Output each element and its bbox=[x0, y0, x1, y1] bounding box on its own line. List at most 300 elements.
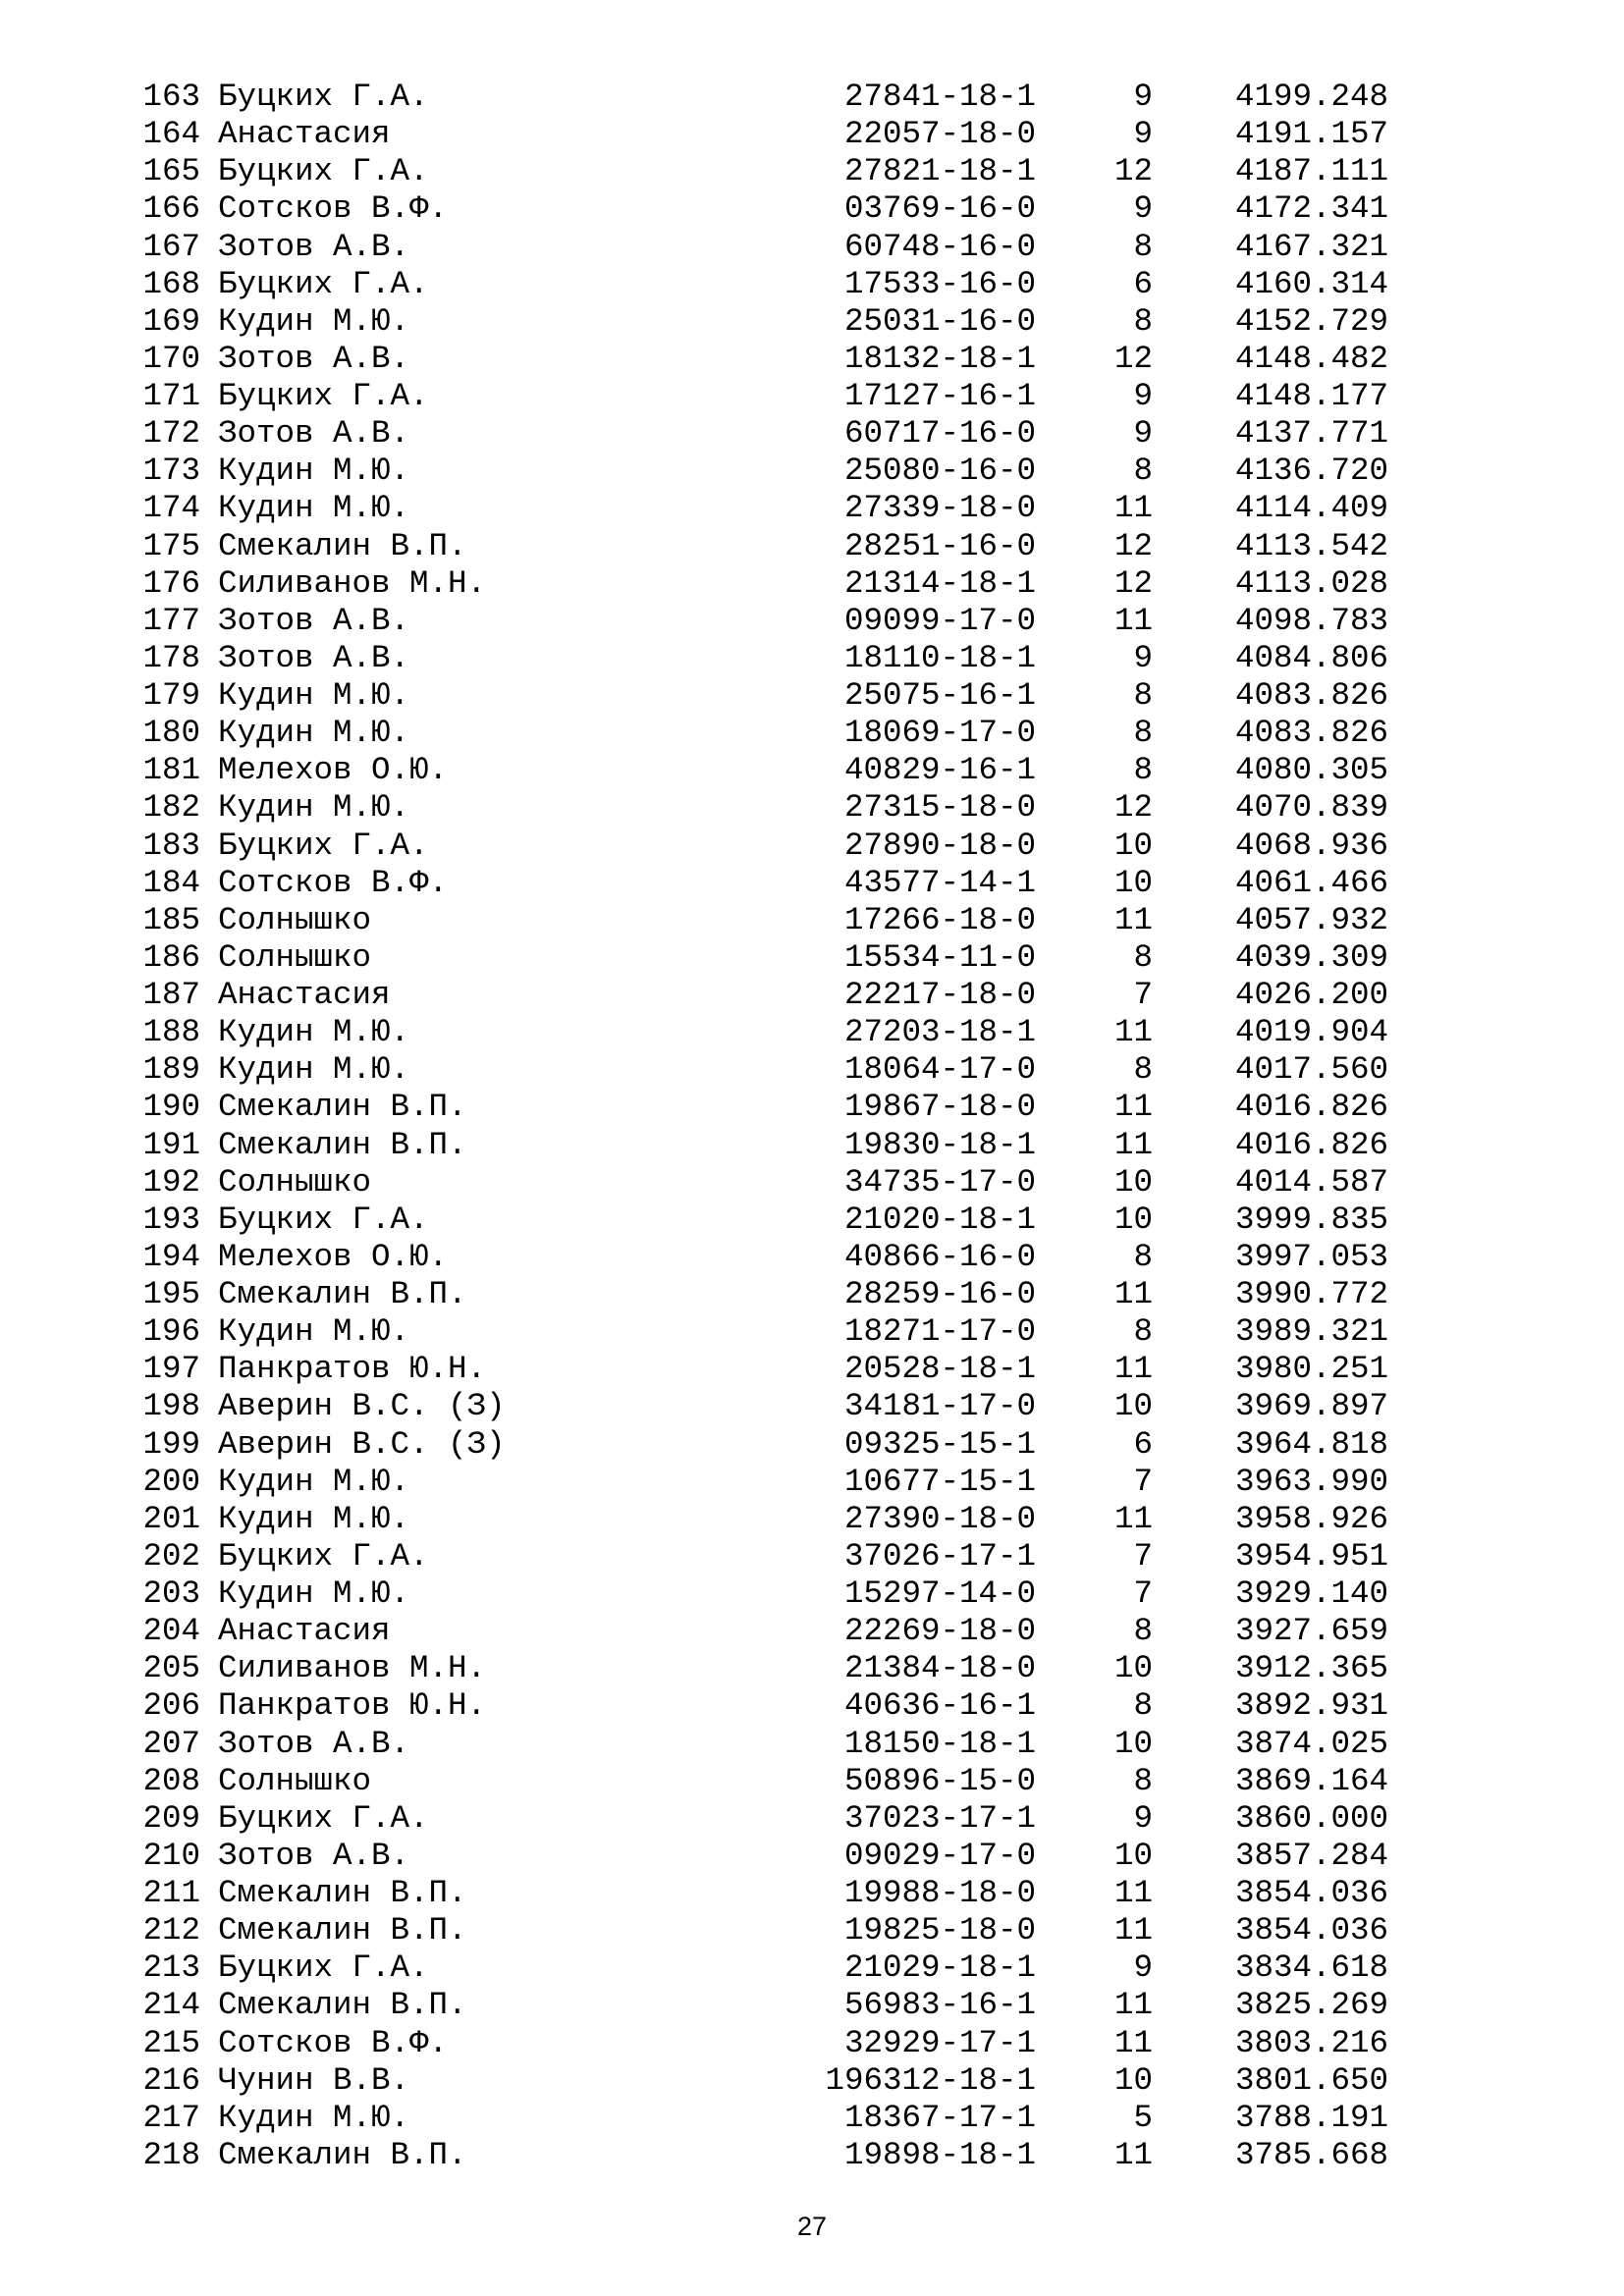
score-value: 3874.025 bbox=[1234, 1725, 1388, 1762]
record-code: 34735-17-0 bbox=[843, 1163, 1036, 1201]
participant-name: Сотсков В.Ф. bbox=[218, 864, 449, 901]
record-code: 32929-17-1 bbox=[843, 2024, 1036, 2061]
count-value: 9 bbox=[1133, 415, 1153, 453]
table-row bbox=[137, 901, 1388, 939]
score-value: 4152.729 bbox=[1234, 302, 1388, 340]
count-value: 10 bbox=[1113, 1388, 1153, 1425]
participant-name: Панкратов Ю.Н. bbox=[218, 1351, 487, 1388]
table-row bbox=[137, 1201, 1388, 1239]
score-value: 3803.216 bbox=[1234, 2024, 1388, 2061]
row-number: 217 bbox=[142, 2099, 200, 2136]
table-row bbox=[137, 490, 1388, 527]
table-row bbox=[137, 977, 1388, 1014]
participant-name: Буцких Г.А. bbox=[218, 1201, 429, 1238]
count-value: 8 bbox=[1133, 677, 1153, 714]
participant-name: Смекалин В.П. bbox=[218, 1276, 467, 1312]
record-code: 15534-11-0 bbox=[843, 938, 1036, 976]
participant-name: Смекалин В.П. bbox=[218, 1987, 467, 2024]
count-value: 12 bbox=[1113, 789, 1153, 827]
participant-name: Силиванов М.Н. bbox=[218, 564, 487, 602]
score-value: 3963.990 bbox=[1234, 1463, 1388, 1500]
table-row bbox=[137, 677, 1388, 715]
score-value: 3860.000 bbox=[1234, 1799, 1388, 1837]
score-value: 4167.321 bbox=[1234, 228, 1388, 265]
score-value: 4137.771 bbox=[1234, 415, 1388, 453]
count-value: 11 bbox=[1113, 901, 1153, 938]
record-code: 20528-18-1 bbox=[843, 1351, 1036, 1388]
record-code: 27203-18-1 bbox=[843, 1014, 1036, 1051]
row-number: 174 bbox=[142, 490, 200, 527]
count-value: 10 bbox=[1113, 864, 1153, 901]
table-row bbox=[137, 1949, 1388, 1987]
record-code: 19867-18-0 bbox=[843, 1089, 1036, 1126]
record-code: 27890-18-0 bbox=[843, 827, 1036, 864]
count-value: 7 bbox=[1133, 1537, 1153, 1575]
row-number: 170 bbox=[142, 340, 200, 377]
table-row bbox=[137, 1762, 1388, 1800]
score-value: 4080.305 bbox=[1234, 752, 1388, 789]
table-row bbox=[137, 602, 1388, 640]
score-value: 3785.668 bbox=[1234, 2136, 1388, 2173]
record-code: 18132-18-1 bbox=[843, 340, 1036, 377]
participant-name: Буцких Г.А. bbox=[218, 79, 429, 115]
score-value: 3969.897 bbox=[1234, 1388, 1388, 1425]
row-number: 166 bbox=[142, 190, 200, 228]
table-row bbox=[137, 1987, 1388, 2024]
count-value: 10 bbox=[1113, 1163, 1153, 1201]
participant-name: Кудин М.Ю. bbox=[218, 1313, 410, 1351]
count-value: 8 bbox=[1133, 1313, 1153, 1351]
score-value: 4148.482 bbox=[1234, 340, 1388, 377]
record-code: 09325-15-1 bbox=[843, 1425, 1036, 1463]
count-value: 8 bbox=[1133, 1051, 1153, 1089]
record-code: 22057-18-0 bbox=[843, 116, 1036, 153]
table-row bbox=[137, 453, 1388, 490]
score-value: 4017.560 bbox=[1234, 1051, 1388, 1089]
count-value: 8 bbox=[1133, 1687, 1153, 1725]
table-row bbox=[137, 1089, 1388, 1126]
score-value: 3834.618 bbox=[1234, 1949, 1388, 1987]
count-value: 11 bbox=[1113, 1500, 1153, 1537]
participant-name: Сотсков В.Ф. bbox=[218, 190, 449, 228]
record-code: 17127-16-1 bbox=[843, 378, 1036, 414]
table-row bbox=[137, 1351, 1388, 1388]
count-value: 9 bbox=[1133, 639, 1153, 676]
count-value: 11 bbox=[1113, 1351, 1153, 1388]
count-value: 11 bbox=[1113, 2024, 1153, 2061]
count-value: 12 bbox=[1113, 340, 1153, 377]
count-value: 8 bbox=[1133, 1238, 1153, 1275]
record-code: 18064-17-0 bbox=[843, 1051, 1036, 1089]
participant-name: Мелехов О.Ю. bbox=[218, 752, 449, 789]
count-value: 10 bbox=[1113, 1201, 1153, 1238]
count-value: 9 bbox=[1133, 190, 1153, 228]
score-value: 4026.200 bbox=[1234, 977, 1388, 1013]
table-row bbox=[137, 864, 1388, 902]
record-code: 19825-18-0 bbox=[843, 1912, 1036, 1949]
row-number: 177 bbox=[142, 602, 200, 639]
score-value: 4113.542 bbox=[1234, 527, 1388, 564]
row-number: 164 bbox=[142, 116, 200, 153]
participant-name: Буцких Г.А. bbox=[218, 1949, 429, 1987]
count-value: 8 bbox=[1133, 752, 1153, 789]
count-value: 8 bbox=[1133, 1762, 1153, 1799]
table-row bbox=[137, 1912, 1388, 1949]
score-value: 3980.251 bbox=[1234, 1351, 1388, 1388]
row-number: 202 bbox=[142, 1537, 200, 1575]
participant-name: Смекалин В.П. bbox=[218, 1126, 467, 1163]
record-code: 17266-18-0 bbox=[843, 901, 1036, 938]
count-value: 7 bbox=[1133, 1463, 1153, 1500]
row-number: 208 bbox=[142, 1762, 200, 1799]
table-row bbox=[137, 1126, 1388, 1164]
score-value: 3989.321 bbox=[1234, 1313, 1388, 1351]
row-number: 207 bbox=[142, 1725, 200, 1762]
table-row bbox=[137, 1613, 1388, 1650]
row-number: 193 bbox=[142, 1201, 200, 1238]
table-row bbox=[137, 1575, 1388, 1613]
count-value: 8 bbox=[1133, 1613, 1153, 1650]
record-code: 22269-18-0 bbox=[843, 1613, 1036, 1650]
score-value: 4016.826 bbox=[1234, 1089, 1388, 1126]
table-row bbox=[137, 639, 1388, 677]
count-value: 7 bbox=[1133, 1575, 1153, 1612]
record-code: 28259-16-0 bbox=[843, 1276, 1036, 1312]
row-number: 209 bbox=[142, 1799, 200, 1837]
row-number: 185 bbox=[142, 901, 200, 938]
participant-name: Смекалин В.П. bbox=[218, 1875, 467, 1911]
record-code: 21314-18-1 bbox=[843, 564, 1036, 602]
participant-name: Буцких Г.А. bbox=[218, 265, 429, 302]
record-code: 50896-15-0 bbox=[843, 1762, 1036, 1799]
record-code: 25080-16-0 bbox=[843, 453, 1036, 490]
record-code: 17533-16-0 bbox=[843, 265, 1036, 302]
count-value: 10 bbox=[1113, 827, 1153, 864]
participant-name: Аверин В.С. (З) bbox=[218, 1425, 506, 1463]
table-row bbox=[137, 1650, 1388, 1687]
record-code: 18150-18-1 bbox=[843, 1725, 1036, 1762]
count-value: 8 bbox=[1133, 715, 1153, 752]
count-value: 11 bbox=[1113, 1089, 1153, 1126]
participant-name: Кудин М.Ю. bbox=[218, 490, 410, 527]
table-row bbox=[137, 1313, 1388, 1351]
row-number: 163 bbox=[142, 79, 200, 115]
count-value: 9 bbox=[1133, 1949, 1153, 1987]
participant-name: Анастасия bbox=[218, 1613, 391, 1650]
score-value: 4098.783 bbox=[1234, 602, 1388, 639]
table-row bbox=[137, 1388, 1388, 1425]
record-code: 56983-16-1 bbox=[843, 1987, 1036, 2024]
row-number: 199 bbox=[142, 1425, 200, 1463]
record-code: 27841-18-1 bbox=[843, 79, 1036, 115]
score-value: 3997.053 bbox=[1234, 1238, 1388, 1275]
count-value: 11 bbox=[1113, 1126, 1153, 1163]
row-number: 190 bbox=[142, 1089, 200, 1126]
row-number: 194 bbox=[142, 1238, 200, 1275]
table-row bbox=[137, 1725, 1388, 1763]
score-value: 4113.028 bbox=[1234, 564, 1388, 602]
score-value: 3825.269 bbox=[1234, 1987, 1388, 2024]
record-code: 19898-18-1 bbox=[843, 2136, 1036, 2173]
record-code: 21029-18-1 bbox=[843, 1949, 1036, 1987]
count-value: 12 bbox=[1113, 564, 1153, 602]
score-value: 4148.177 bbox=[1234, 378, 1388, 414]
record-code: 18110-18-1 bbox=[843, 639, 1036, 676]
participant-name: Кудин М.Ю. bbox=[218, 789, 410, 827]
participant-name: Кудин М.Ю. bbox=[218, 1463, 410, 1500]
score-value: 3857.284 bbox=[1234, 1837, 1388, 1874]
record-code: 60748-16-0 bbox=[843, 228, 1036, 265]
row-number: 176 bbox=[142, 564, 200, 602]
count-value: 11 bbox=[1113, 1912, 1153, 1949]
participant-name: Зотов А.В. bbox=[218, 639, 410, 676]
participant-name: Зотов А.В. bbox=[218, 415, 410, 453]
record-code: 18069-17-0 bbox=[843, 715, 1036, 752]
score-value: 4016.826 bbox=[1234, 1126, 1388, 1163]
score-value: 4172.341 bbox=[1234, 190, 1388, 228]
row-number: 183 bbox=[142, 827, 200, 864]
table-row bbox=[137, 1051, 1388, 1089]
score-value: 4014.587 bbox=[1234, 1163, 1388, 1201]
row-number: 186 bbox=[142, 938, 200, 976]
participant-name: Кудин М.Ю. bbox=[218, 302, 410, 340]
table-row bbox=[137, 1875, 1388, 1912]
record-code: 18271-17-0 bbox=[843, 1313, 1036, 1351]
row-number: 169 bbox=[142, 302, 200, 340]
record-code: 18367-17-1 bbox=[843, 2099, 1036, 2136]
score-value: 4187.111 bbox=[1234, 153, 1388, 190]
row-number: 195 bbox=[142, 1276, 200, 1312]
table-row bbox=[137, 752, 1388, 789]
record-code: 27390-18-0 bbox=[843, 1500, 1036, 1537]
table-row bbox=[137, 265, 1388, 303]
table-row bbox=[137, 827, 1388, 865]
count-value: 12 bbox=[1113, 153, 1153, 190]
record-code: 25075-16-1 bbox=[843, 677, 1036, 714]
count-value: 8 bbox=[1133, 228, 1153, 265]
record-code: 27315-18-0 bbox=[843, 789, 1036, 827]
row-number: 196 bbox=[142, 1313, 200, 1351]
count-value: 10 bbox=[1113, 1725, 1153, 1762]
table-row bbox=[137, 228, 1388, 266]
score-value: 3854.036 bbox=[1234, 1912, 1388, 1949]
table-row bbox=[137, 1163, 1388, 1201]
score-value: 3854.036 bbox=[1234, 1875, 1388, 1911]
count-value: 11 bbox=[1113, 490, 1153, 527]
row-number: 212 bbox=[142, 1912, 200, 1949]
table-row bbox=[137, 340, 1388, 378]
participant-name: Силиванов М.Н. bbox=[218, 1650, 487, 1687]
participant-name: Смекалин В.П. bbox=[218, 1089, 467, 1126]
score-value: 3801.650 bbox=[1234, 2061, 1388, 2099]
score-value: 4070.839 bbox=[1234, 789, 1388, 827]
table-row bbox=[137, 1014, 1388, 1051]
record-code: 37026-17-1 bbox=[843, 1537, 1036, 1575]
participant-name: Кудин М.Ю. bbox=[218, 715, 410, 752]
score-value: 3929.140 bbox=[1234, 1575, 1388, 1612]
table-row bbox=[137, 1537, 1388, 1575]
record-code: 19830-18-1 bbox=[843, 1126, 1036, 1163]
record-code: 10677-15-1 bbox=[843, 1463, 1036, 1500]
count-value: 9 bbox=[1133, 378, 1153, 414]
participant-name: Кудин М.Ю. bbox=[218, 453, 410, 490]
score-value: 3990.772 bbox=[1234, 1276, 1388, 1312]
count-value: 8 bbox=[1133, 453, 1153, 490]
row-number: 203 bbox=[142, 1575, 200, 1612]
row-number: 205 bbox=[142, 1650, 200, 1687]
count-value: 9 bbox=[1133, 116, 1153, 153]
participant-name: Зотов А.В. bbox=[218, 1725, 410, 1762]
row-number: 197 bbox=[142, 1351, 200, 1388]
participant-name: Зотов А.В. bbox=[218, 340, 410, 377]
participant-name: Аверин В.С. (З) bbox=[218, 1388, 506, 1425]
row-number: 167 bbox=[142, 228, 200, 265]
row-number: 200 bbox=[142, 1463, 200, 1500]
participant-name: Кудин М.Ю. bbox=[218, 1014, 410, 1051]
table-row bbox=[137, 116, 1388, 153]
score-value: 4068.936 bbox=[1234, 827, 1388, 864]
count-value: 10 bbox=[1113, 1837, 1153, 1874]
table-row bbox=[137, 1837, 1388, 1875]
participant-name: Смекалин В.П. bbox=[218, 1912, 467, 1949]
count-value: 11 bbox=[1113, 1987, 1153, 2024]
participant-name: Кудин М.Ю. bbox=[218, 1051, 410, 1089]
record-code: 15297-14-0 bbox=[843, 1575, 1036, 1612]
table-row bbox=[137, 415, 1388, 453]
table-row bbox=[137, 1799, 1388, 1838]
score-value: 3869.164 bbox=[1234, 1762, 1388, 1799]
record-code: 03769-16-0 bbox=[843, 190, 1036, 228]
participant-name: Солнышко bbox=[218, 938, 372, 976]
participant-name: Чунин В.В. bbox=[218, 2061, 410, 2099]
score-value: 3964.818 bbox=[1234, 1425, 1388, 1463]
row-number: 213 bbox=[142, 1949, 200, 1987]
count-value: 11 bbox=[1113, 1276, 1153, 1312]
count-value: 11 bbox=[1113, 1014, 1153, 1051]
row-number: 182 bbox=[142, 789, 200, 827]
record-code: 40829-16-1 bbox=[843, 752, 1036, 789]
record-code: 09029-17-0 bbox=[843, 1837, 1036, 1874]
row-number: 204 bbox=[142, 1613, 200, 1650]
score-value: 4061.466 bbox=[1234, 864, 1388, 901]
row-number: 192 bbox=[142, 1163, 200, 1201]
record-code: 40636-16-1 bbox=[843, 1687, 1036, 1725]
row-number: 181 bbox=[142, 752, 200, 789]
participant-name: Мелехов О.Ю. bbox=[218, 1238, 449, 1275]
row-number: 184 bbox=[142, 864, 200, 901]
table-row bbox=[137, 1276, 1388, 1313]
record-code: 21020-18-1 bbox=[843, 1201, 1036, 1238]
table-row bbox=[137, 1425, 1388, 1464]
participant-name: Солнышко bbox=[218, 901, 372, 938]
participant-name: Буцких Г.А. bbox=[218, 1799, 429, 1837]
row-number: 218 bbox=[142, 2136, 200, 2173]
table-row bbox=[137, 2136, 1388, 2174]
table-row bbox=[137, 715, 1388, 752]
row-number: 216 bbox=[142, 2061, 200, 2099]
table-row bbox=[137, 2024, 1388, 2062]
score-value: 4083.826 bbox=[1234, 715, 1388, 752]
score-value: 3954.951 bbox=[1234, 1537, 1388, 1575]
participant-name: Солнышко bbox=[218, 1163, 372, 1201]
score-value: 4199.248 bbox=[1234, 79, 1388, 115]
table-row bbox=[137, 1238, 1388, 1276]
row-number: 191 bbox=[142, 1126, 200, 1163]
participant-name: Буцких Г.А. bbox=[218, 378, 429, 414]
count-value: 10 bbox=[1113, 1650, 1153, 1687]
count-value: 8 bbox=[1133, 302, 1153, 340]
page-number: 27 bbox=[796, 2212, 828, 2241]
count-value: 11 bbox=[1113, 2136, 1153, 2173]
count-value: 6 bbox=[1133, 265, 1153, 302]
score-value: 4083.826 bbox=[1234, 677, 1388, 714]
record-code: 21384-18-0 bbox=[843, 1650, 1036, 1687]
participant-name: Смекалин В.П. bbox=[218, 2136, 467, 2173]
table-row bbox=[137, 938, 1388, 977]
row-number: 175 bbox=[142, 527, 200, 564]
table-row bbox=[137, 2061, 1388, 2100]
record-code: 37023-17-1 bbox=[843, 1799, 1036, 1837]
participant-name: Зотов А.В. bbox=[218, 602, 410, 639]
record-code: 25031-16-0 bbox=[843, 302, 1036, 340]
participant-name: Зотов А.В. bbox=[218, 1837, 410, 1874]
score-value: 4160.314 bbox=[1234, 265, 1388, 302]
row-number: 180 bbox=[142, 715, 200, 752]
participant-name: Буцких Г.А. bbox=[218, 153, 429, 190]
row-number: 187 bbox=[142, 977, 200, 1013]
participant-name: Кудин М.Ю. bbox=[218, 1575, 410, 1612]
record-code: 60717-16-0 bbox=[843, 415, 1036, 453]
participant-name: Анастасия bbox=[218, 116, 391, 153]
score-value: 3927.659 bbox=[1234, 1613, 1388, 1650]
count-value: 8 bbox=[1133, 938, 1153, 976]
table-row bbox=[137, 1463, 1388, 1501]
record-code: 19988-18-0 bbox=[843, 1875, 1036, 1911]
row-number: 171 bbox=[142, 378, 200, 414]
count-value: 7 bbox=[1133, 977, 1153, 1013]
count-value: 6 bbox=[1133, 1425, 1153, 1463]
row-number: 165 bbox=[142, 153, 200, 190]
score-value: 3892.931 bbox=[1234, 1687, 1388, 1725]
table-row bbox=[137, 564, 1388, 603]
record-code: 22217-18-0 bbox=[843, 977, 1036, 1013]
score-value: 4136.720 bbox=[1234, 453, 1388, 490]
table-row bbox=[137, 378, 1388, 415]
row-number: 189 bbox=[142, 1051, 200, 1089]
record-code: 09099-17-0 bbox=[843, 602, 1036, 639]
participant-name: Кудин М.Ю. bbox=[218, 2099, 410, 2136]
row-number: 206 bbox=[142, 1687, 200, 1725]
count-value: 10 bbox=[1113, 2061, 1153, 2099]
record-code: 43577-14-1 bbox=[843, 864, 1036, 901]
row-number: 168 bbox=[142, 265, 200, 302]
participant-name: Панкратов Ю.Н. bbox=[218, 1687, 487, 1725]
participant-name: Кудин М.Ю. bbox=[218, 677, 410, 714]
participant-name: Солнышко bbox=[218, 1762, 372, 1799]
record-code: 28251-16-0 bbox=[843, 527, 1036, 564]
record-code: 27339-18-0 bbox=[843, 490, 1036, 527]
record-code: 27821-18-1 bbox=[843, 153, 1036, 190]
table-row bbox=[137, 527, 1388, 565]
row-number: 214 bbox=[142, 1987, 200, 2024]
score-value: 4084.806 bbox=[1234, 639, 1388, 676]
row-number: 178 bbox=[142, 639, 200, 676]
table-row bbox=[137, 302, 1388, 341]
count-value: 9 bbox=[1133, 1799, 1153, 1837]
participant-name: Буцких Г.А. bbox=[218, 1537, 429, 1575]
row-number: 201 bbox=[142, 1500, 200, 1537]
participant-name: Зотов А.В. bbox=[218, 228, 410, 265]
